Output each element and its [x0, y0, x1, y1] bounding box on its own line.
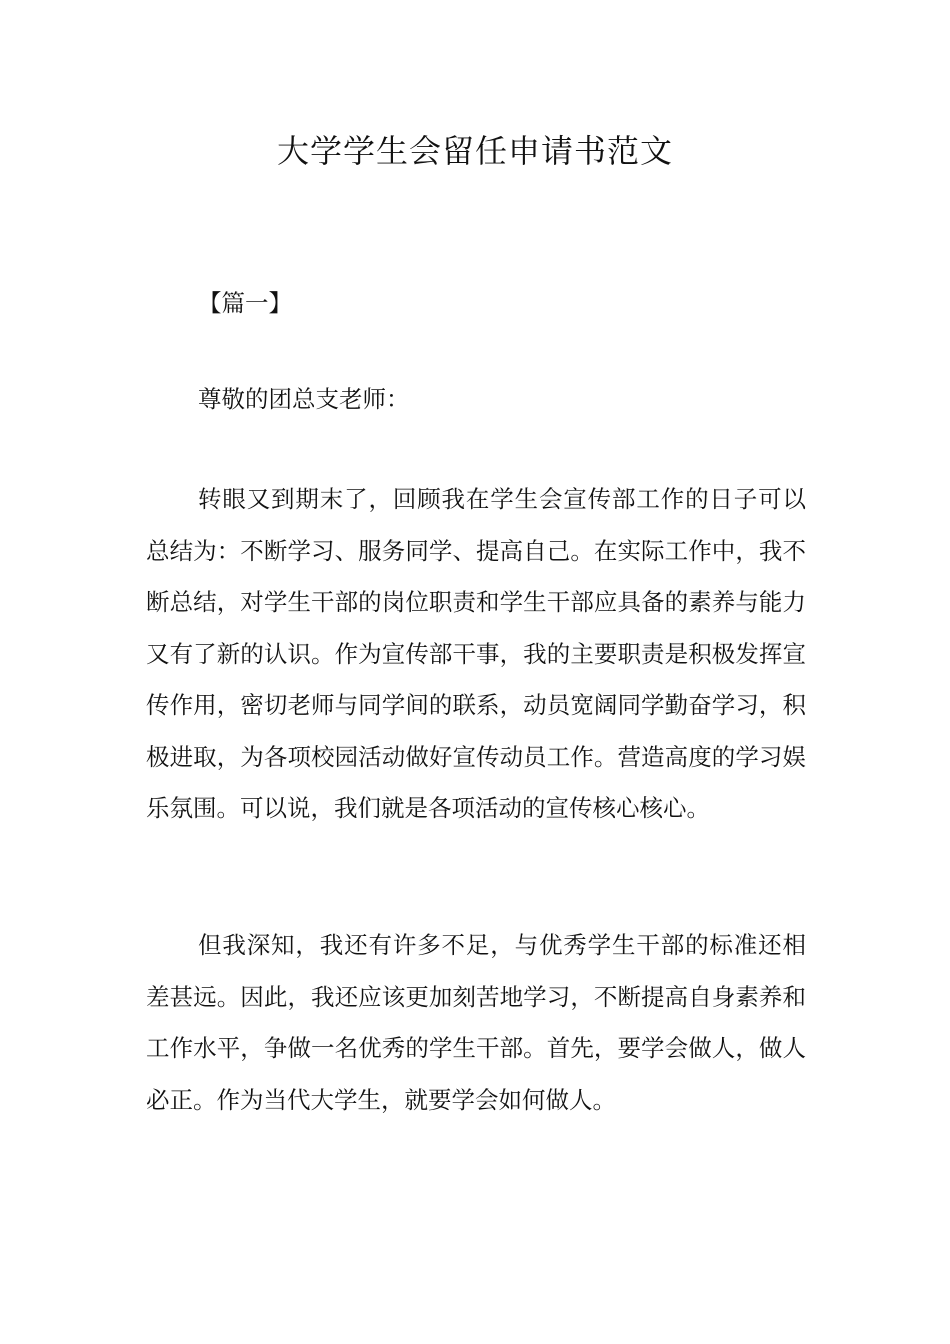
- salutation: 尊敬的团总支老师：: [198, 385, 410, 413]
- body-paragraph-1: 转眼又到期末了，回顾我在学生会宣传部工作的日子可以总结为：不断学习、服务同学、提高自己。在实际工作中，我不断总结，对学生干部的岗位职责和学生干部应具备的素养与能力又有了新的认识。作为宣传部干事，我的主要职责是积极发挥宣传作用，密切老师与同学间的联系，动员宽阔同学勤奋学习，积极进取，为各项校园活动做好宣传动员工作。营造高度的学习娱乐氛围。可以说，我们就是各项活动的宣传核心核心。: [146, 485, 806, 822]
- section-label: 【篇一】: [198, 289, 292, 317]
- body-paragraph-2: 但我深知，我还有许多不足，与优秀学生干部的标准还相差甚远。因此，我还应该更加刻苦地学习，不断提高自身素养和工作水平，争做一名优秀的学生干部。首先，要学会做人，做人必正。作为当代大学生，就要学会如何做人。: [146, 931, 806, 1114]
- document-title: 大学学生会留任申请书范文: [276, 132, 673, 170]
